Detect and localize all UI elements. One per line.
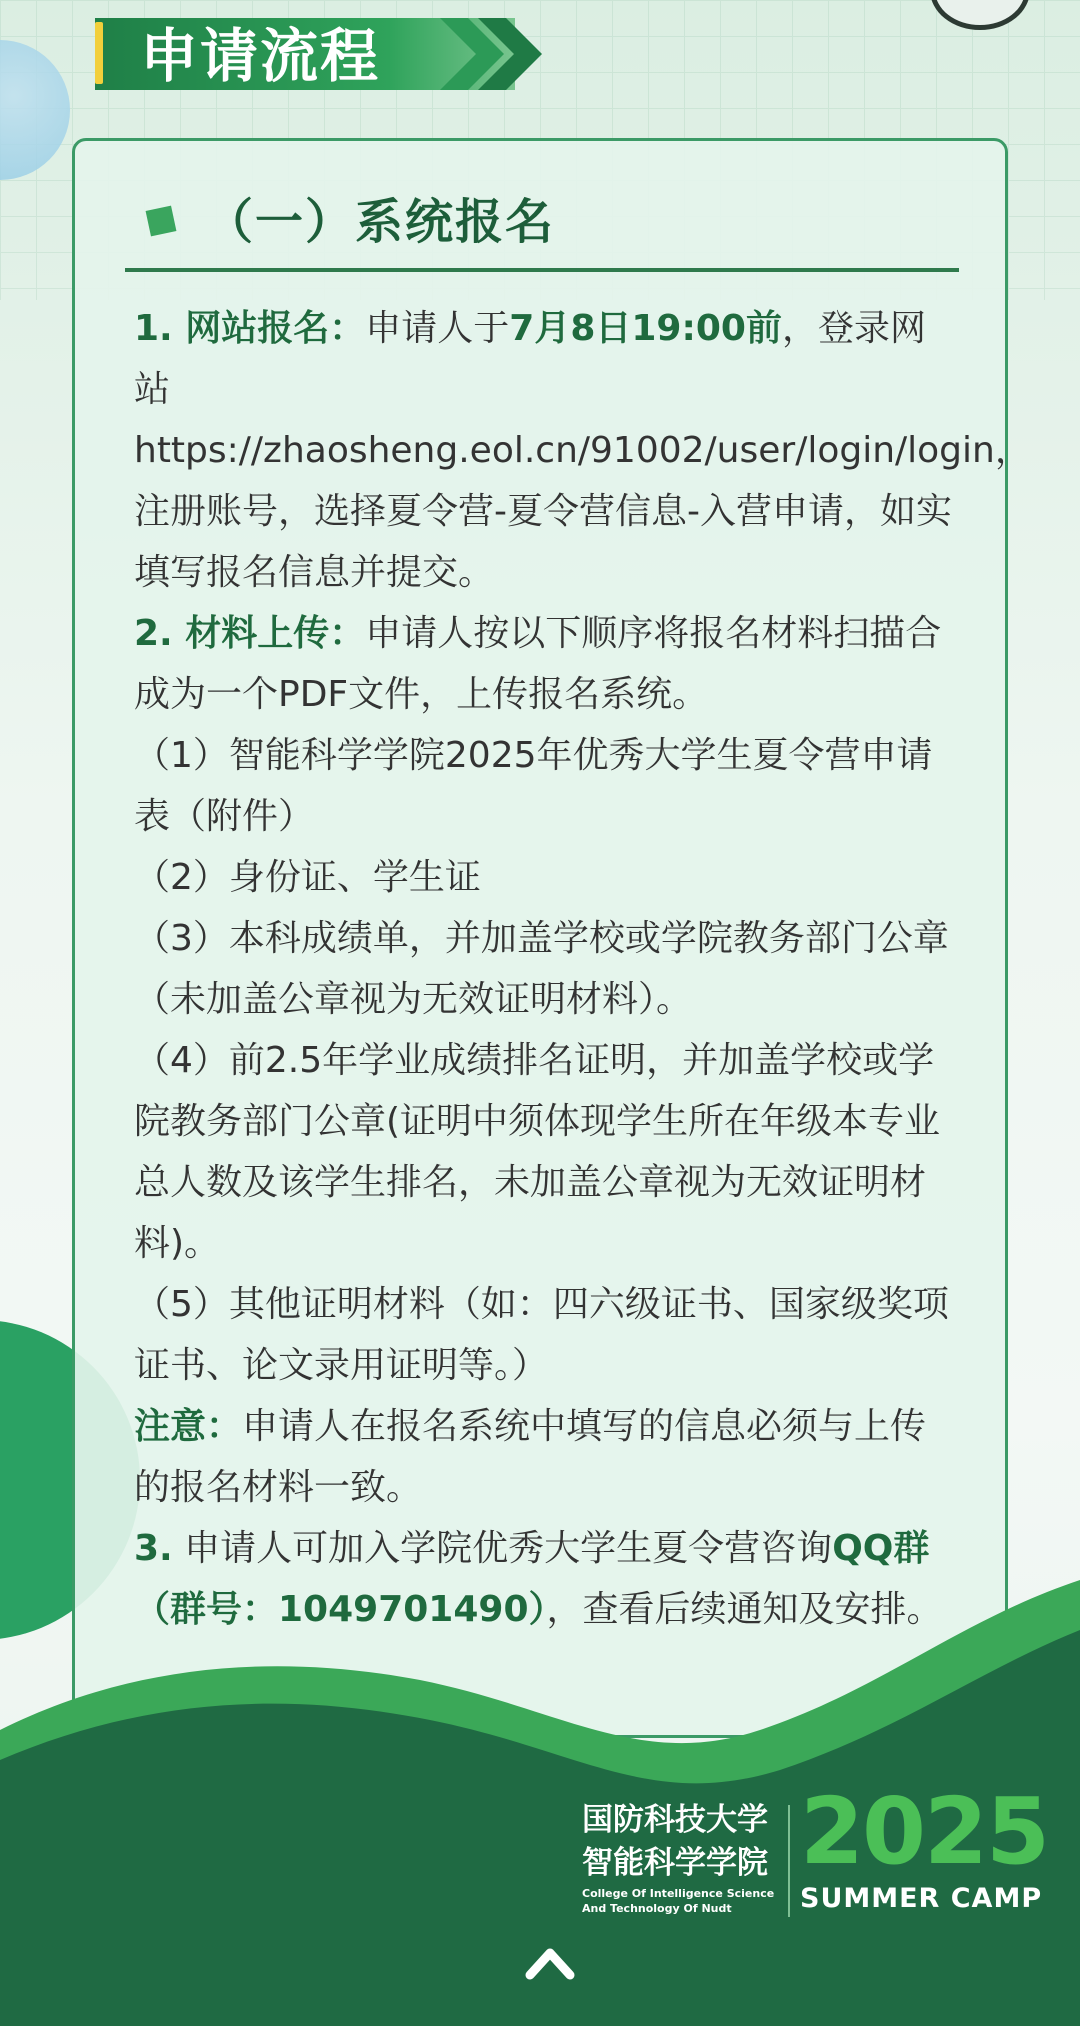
list-item: （5）其他证明材料（如：四六级证书、国家级奖项证书、论文录用证明等。）	[134, 1284, 949, 1386]
text: 申请人按以下顺序将报名材料扫描合成为一个PDF文件，上传报名系统。	[134, 613, 942, 715]
camp-label: SUMMER CAMP	[800, 1883, 1043, 1914]
section-divider	[125, 268, 959, 272]
section-title: （一）系统报名	[205, 194, 556, 250]
text: ，登录网站https://zhaosheng.eol.cn/91002/user/login/login，注册账号，选择夏令营-夏令营信息-入营申请，如实填写报名信息并提交。	[134, 308, 1031, 593]
square-bullet-icon	[146, 206, 177, 237]
footer-divider	[788, 1805, 790, 1917]
qq-group-number: QQ群（群号：1049701490）	[134, 1528, 930, 1630]
text: 申请人于	[365, 308, 510, 349]
label-material-upload: 2. 材料上传：	[134, 613, 366, 654]
list-item: （1）智能科学学院2025年优秀大学生夏令营申请表（附件）	[134, 735, 933, 837]
text: ，查看后续通知及安排。	[546, 1589, 943, 1630]
label-item-3: 3.	[134, 1528, 173, 1569]
page-title: 申请流程	[140, 22, 381, 90]
deadline: 7月8日19:00前	[509, 308, 782, 349]
list-item: （3）本科成绩单，并加盖学校或学院教务部门公章（未加盖公章视为无效证明材料）。	[134, 918, 949, 1020]
school-name-line2: 智能科学学院	[582, 1845, 768, 1881]
school-english-line2: And Technology Of Nudt	[582, 1902, 732, 1915]
paragraph-note	[134, 1396, 954, 1518]
content-body	[134, 298, 1031, 1640]
chevron-right-icon	[440, 18, 570, 90]
label-note: 注意：	[134, 1406, 243, 1447]
paragraph-material-upload	[134, 603, 954, 725]
header-accent-bar	[95, 22, 103, 84]
label-website-registration: 1. 网站报名：	[134, 308, 366, 349]
list-item: （2）身份证、学生证	[134, 857, 481, 898]
school-english-line1: College Of Intelligence Science	[582, 1887, 775, 1900]
school-name-line1: 国防科技大学	[582, 1802, 768, 1838]
camp-year: 2025	[800, 1778, 1049, 1885]
text: 申请人在报名系统中填写的信息必须与上传的报名材料一致。	[134, 1406, 927, 1508]
list-item: （4）前2.5年学业成绩排名证明，并加盖学校或学院教务部门公章(证明中须体现学生所在年级本专业总人数及该学生排名，未加盖公章视为无效证明材料)。	[134, 1040, 941, 1264]
paragraph-website-registration	[134, 298, 1031, 603]
text: 申请人可加入学院优秀大学生夏令营咨询	[172, 1528, 833, 1569]
chevron-up-icon[interactable]	[520, 1935, 580, 1985]
